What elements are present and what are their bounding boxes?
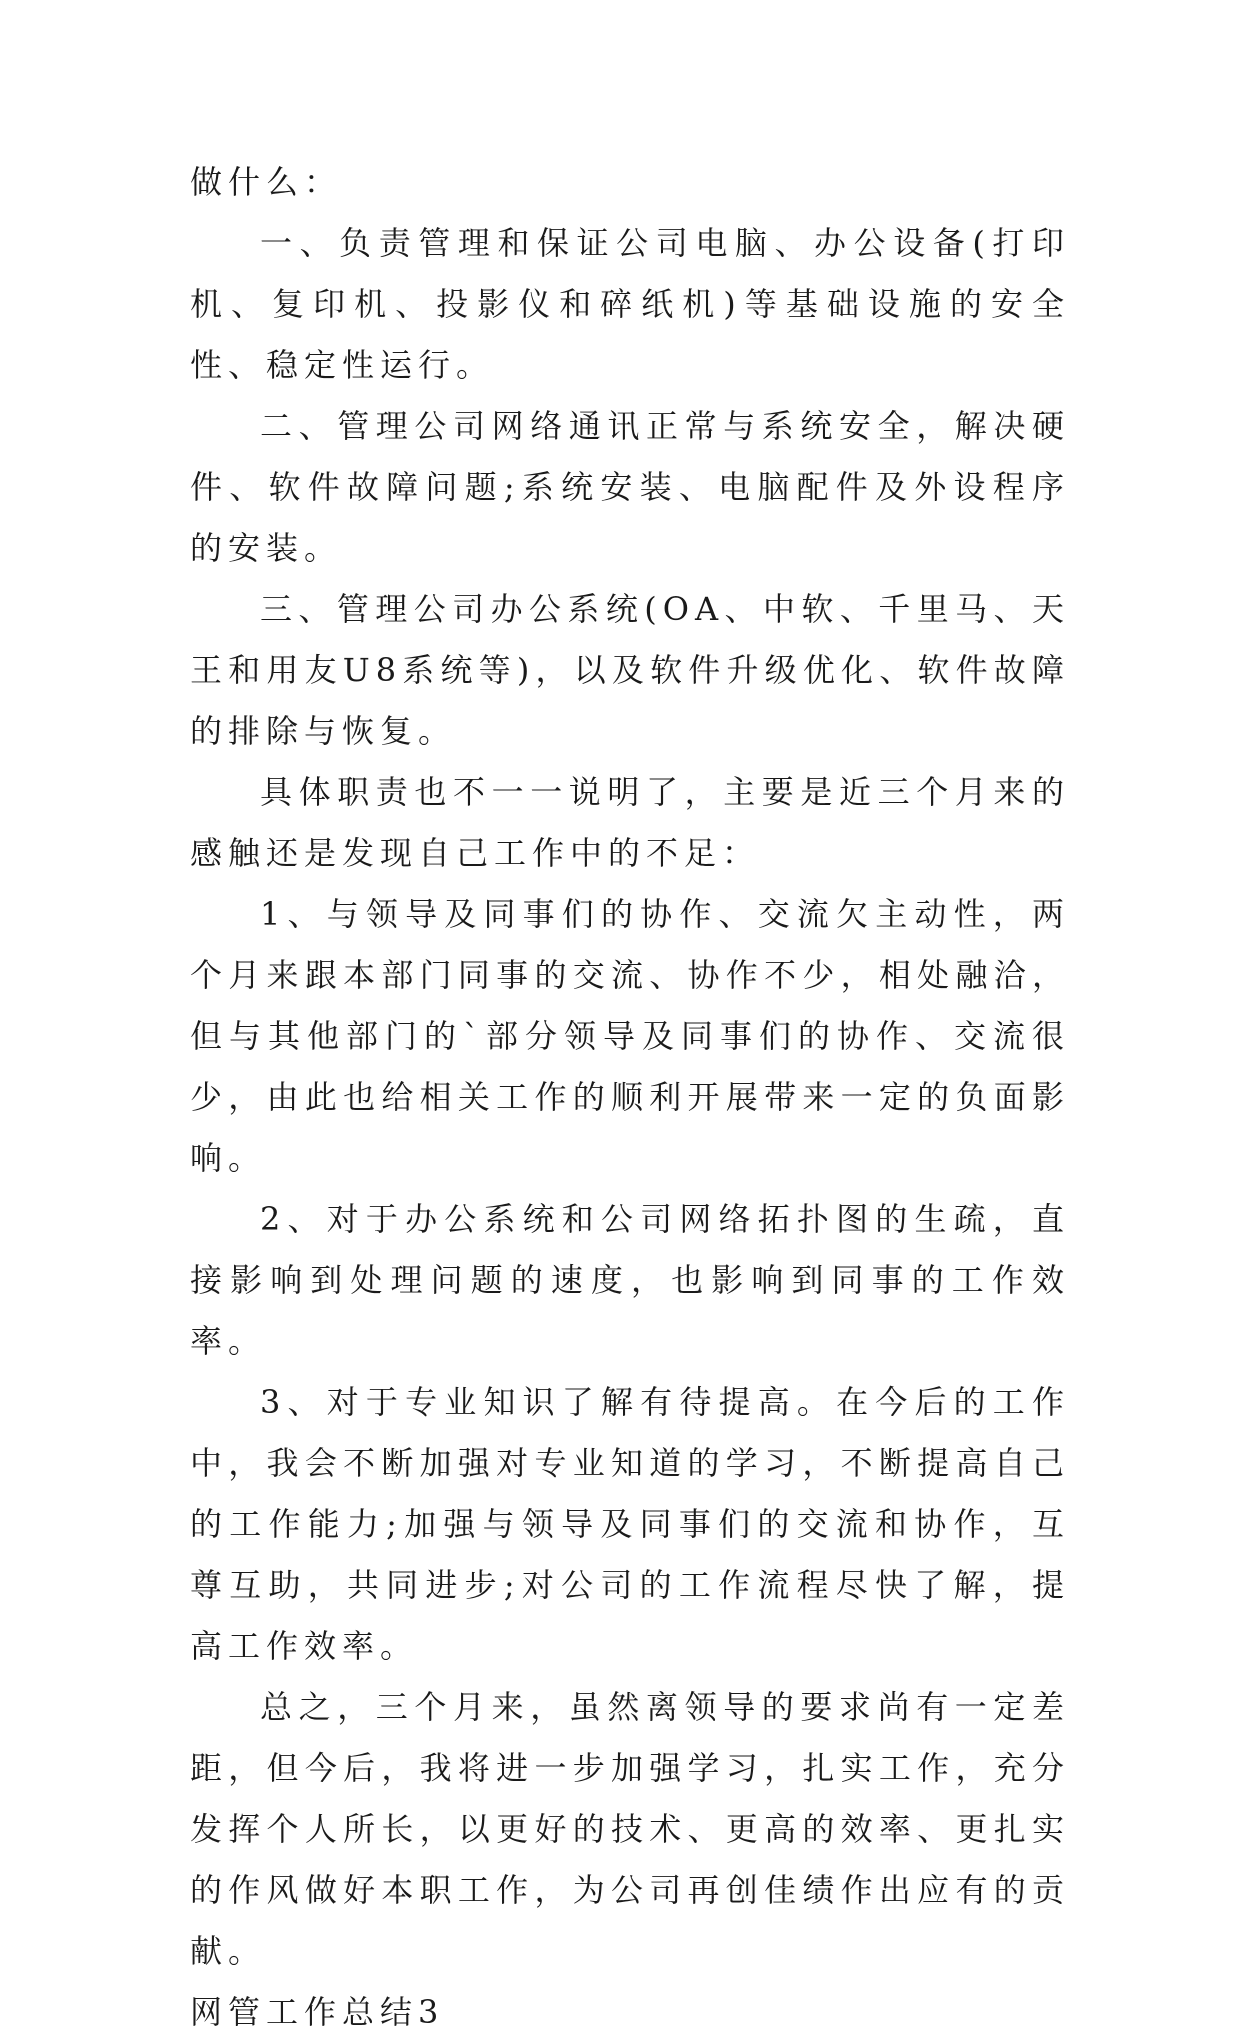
paragraph-shortcoming-2: 2、对于办公系统和公司网络拓扑图的生疏，直接影响到处理问题的速度，也影响到同事的工作效率。 xyxy=(190,1200,1070,1360)
paragraph-shortcomings-intro: 具体职责也不一一说明了，主要是近三个月来的感触还是发现自己工作中的不足： xyxy=(190,773,1070,872)
lead-line: 做什么： xyxy=(190,163,343,201)
paragraph-duty-1: 一、负责管理和保证公司电脑、办公设备(打印机、复印机、投影仪和碎纸机)等基础设施的安全性、稳定性运行。 xyxy=(190,224,1070,384)
document-body xyxy=(190,152,1070,2043)
paragraph-shortcoming-1: 1、与领导及同事们的协作、交流欠主动性，两个月来跟本部门同事的交流、协作不少，相处融洽，但与其他部门的`部分领导及同事们的协作、交流很少，由此也给相关工作的顺利开展带来一定的负面影响。 xyxy=(190,895,1070,1177)
section-heading: 网管工作总结3 xyxy=(190,1993,445,2031)
paragraph-duty-3: 三、管理公司办公系统(OA、中软、千里马、天王和用友U8系统等)，以及软件升级优化、软件故障的排除与恢复。 xyxy=(190,590,1070,750)
paragraph-conclusion: 总之，三个月来，虽然离领导的要求尚有一定差距，但今后，我将进一步加强学习，扎实工作，充分发挥个人所长，以更好的技术、更高的效率、更扎实的作风做好本职工作，为公司再创佳绩作出应有的贡献。 xyxy=(190,1688,1070,1970)
paragraph-duty-2: 二、管理公司网络通讯正常与系统安全，解决硬件、软件故障问题;系统安装、电脑配件及外设程序的安装。 xyxy=(190,407,1070,567)
paragraph-shortcoming-3: 3、对于专业知识了解有待提高。在今后的工作中，我会不断加强对专业知道的学习，不断提高自己的工作能力;加强与领导及同事们的交流和协作，互尊互助，共同进步;对公司的工作流程尽快了解，提高工作效率。 xyxy=(190,1383,1070,1665)
